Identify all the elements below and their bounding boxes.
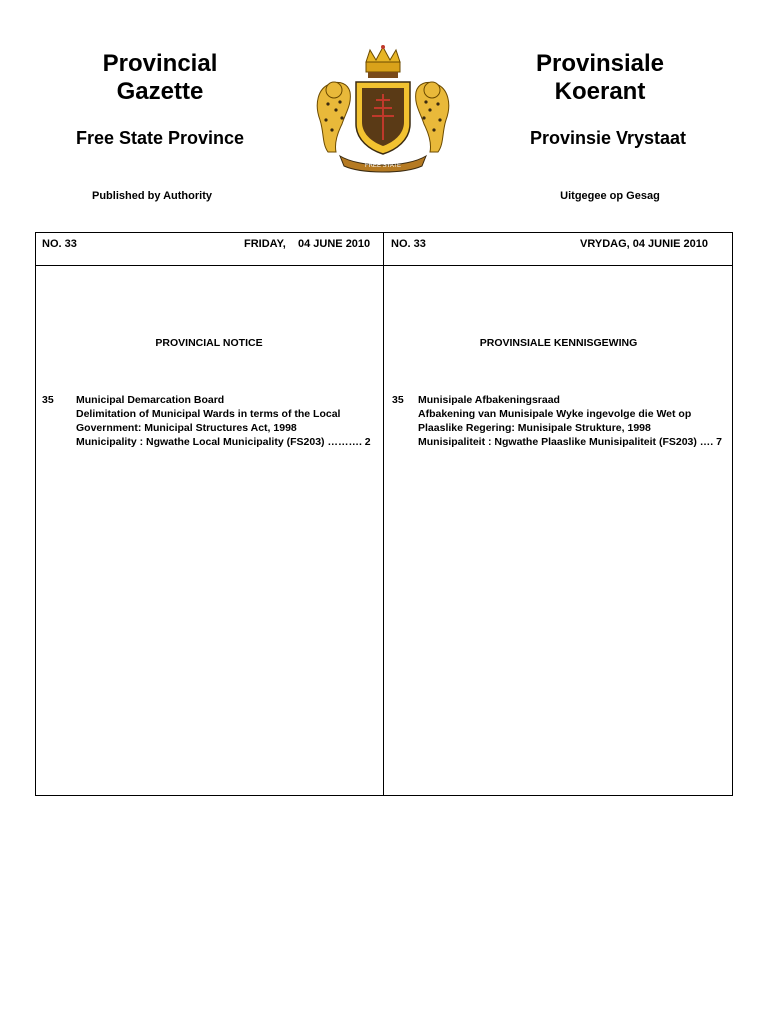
- uitgegee-op-gesag: Uitgegee op Gesag: [560, 190, 660, 202]
- province-afrikaans: Provinsie Vrystaat: [529, 128, 687, 148]
- right-leopard-icon: [416, 82, 449, 152]
- notice-line3-english: Government: Municipal Structures Act, 1998: [76, 422, 297, 434]
- notice-line4-english: Municipality : Ngwathe Local Municipality (FS203) ………. 2: [76, 436, 371, 448]
- title-english-line2: Gazette: [116, 78, 204, 105]
- left-leopard-icon: [317, 82, 350, 152]
- notice-title-english: Municipal Demarcation Board: [76, 394, 225, 406]
- notice-line2-afrikaans: Afbakening van Munisipale Wyke ingevolge die Wet op: [418, 408, 692, 420]
- notice-number-afrikaans: 35: [392, 394, 404, 406]
- shield-icon: [356, 82, 410, 154]
- issue-date-english: 04 JUNE 2010: [298, 238, 371, 250]
- issue-number-afrikaans: NO. 33: [391, 238, 426, 250]
- notice-line3-afrikaans: Plaaslike Regering: Munisipale Strukture, 1998: [418, 422, 651, 434]
- title-afrikaans-line2: Koerant: [554, 78, 646, 105]
- issue-day-english: FRIDAY,: [244, 238, 286, 250]
- notice-line4-afrikaans: Munisipaliteit : Ngwathe Plaaslike Munisipaliteit (FS203) …. 7: [418, 436, 722, 448]
- notice-title-afrikaans: Munisipale Afbakeningsraad: [418, 394, 560, 406]
- crown-icon: [366, 45, 400, 78]
- title-english-line1: Provincial: [102, 50, 218, 77]
- issue-number-english: NO. 33: [42, 238, 77, 250]
- crest-motto: FREE STATE: [364, 163, 402, 169]
- column-divider: [383, 232, 384, 796]
- title-afrikaans-line1: Provinsiale: [535, 50, 665, 77]
- published-by-authority: Published by Authority: [92, 190, 212, 202]
- notices-table: [35, 232, 733, 796]
- notice-heading-afrikaans: PROVINSIALE KENNISGEWING: [479, 337, 638, 349]
- province-english: Free State Province: [75, 128, 245, 148]
- notice-line2-english: Delimitation of Municipal Wards in terms of the Local: [76, 408, 341, 420]
- header-divider: [35, 265, 733, 266]
- coat-of-arms-icon: [300, 44, 466, 176]
- issue-date-afrikaans: VRYDAG, 04 JUNIE 2010: [580, 238, 708, 250]
- notice-heading-english: PROVINCIAL NOTICE: [155, 337, 263, 349]
- notice-number-english: 35: [42, 394, 54, 406]
